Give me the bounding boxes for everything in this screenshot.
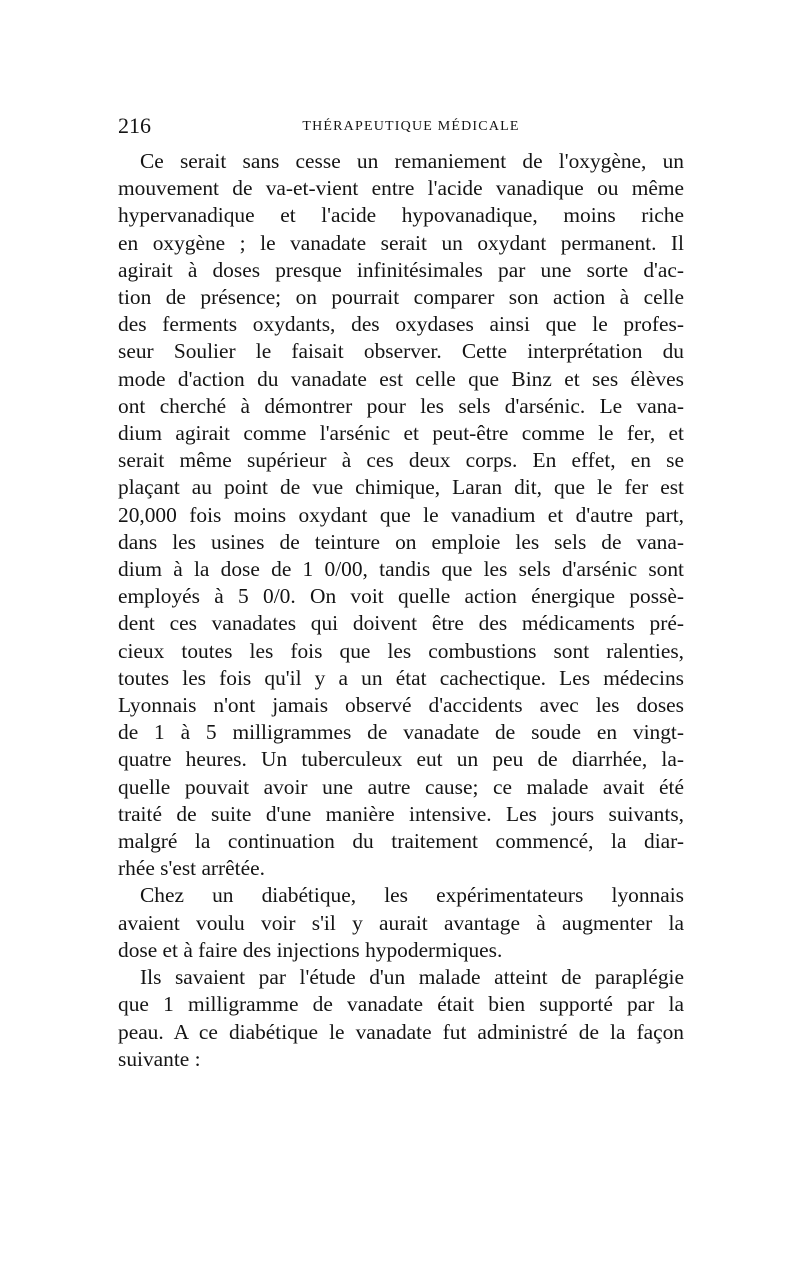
text-line: Ce serait sans cesse un remaniement de l'oxygène, un xyxy=(140,149,684,173)
text-line: de 1 à 5 milligrammes de vanadate de soude en vingt- xyxy=(118,720,684,745)
text-line: dose et à faire des injections hypodermiques. xyxy=(118,937,503,962)
text-line: mode d'action du vanadate est celle que Binz et ses élèves xyxy=(118,366,684,391)
page-header xyxy=(118,112,684,148)
text-line: quatre heures. Un tuberculeux eut un peu de diarrhée, la- xyxy=(118,747,684,772)
text-line: dent ces vanadates qui doivent être des médicaments pré- xyxy=(118,611,684,636)
text-line: toutes les fois qu'il y a un état cachectique. Les médecins xyxy=(118,665,684,690)
text-line: dium agirait comme l'arsénic et peut-être comme le fer, et xyxy=(118,421,684,446)
text-line: hypervanadique et l'acide hypovanadique, moins riche xyxy=(118,203,684,228)
text-line: cieux toutes les fois que les combustions sont ralenties, xyxy=(118,638,684,663)
text-line: que 1 milligramme de vanadate était bien supporté par la xyxy=(118,992,684,1017)
text-line: dium à la dose de 1 0/00, tandis que les sels d'arsénic sont xyxy=(118,557,684,582)
text-line: en oxygène ; le vanadate serait un oxydant permanent. Il xyxy=(118,230,684,255)
text-line: malgré la continuation du traitement commencé, la diar- xyxy=(118,829,684,854)
running-head: THÉRAPEUTIQUE MÉDICALE xyxy=(302,119,520,134)
body-text xyxy=(118,148,684,1073)
paragraph xyxy=(118,882,684,964)
text-line: ont cherché à démontrer pour les sels d'arsénic. Le vana- xyxy=(118,393,684,418)
text-line: agirait à doses presque infinitésimales par une sorte d'ac- xyxy=(118,257,684,282)
text-line: serait même supérieur à ces deux corps. En effet, en se xyxy=(118,448,684,473)
text-line: plaçant au point de vue chimique, Laran dit, que le fer est xyxy=(118,475,684,500)
text-line: Chez un diabétique, les expérimentateurs lyonnais xyxy=(140,883,684,908)
text-line: employés à 5 0/0. On voit quelle action énergique possè- xyxy=(118,584,684,609)
text-line: Lyonnais n'ont jamais observé d'accidents avec les doses xyxy=(118,693,684,718)
text-line: tion de présence; on pourrait comparer son action à celle xyxy=(118,285,684,310)
text-line: suivante : xyxy=(118,1046,201,1071)
book-page xyxy=(118,112,684,1073)
text-line: des ferments oxydants, des oxydases ainsi que le profes- xyxy=(118,312,684,337)
text-line: traité de suite d'une manière intensive. Les jours suivants, xyxy=(118,801,684,826)
paragraph xyxy=(118,964,684,1073)
text-line: 20,000 fois moins oxydant que le vanadium et d'autre part, xyxy=(118,502,684,527)
page-number: 216 xyxy=(118,113,151,138)
text-line: seur Soulier le faisait observer. Cette interprétation du xyxy=(118,339,684,364)
text-line: avaient voulu voir s'il y aurait avantage à augmenter la xyxy=(118,910,684,935)
text-line: rhée s'est arrêtée. xyxy=(118,856,265,881)
text-line: dans les usines de teinture on emploie les sels de vana- xyxy=(118,529,684,554)
text-line: Ils savaient par l'étude d'un malade atteint de paraplégie xyxy=(140,965,684,990)
paragraph xyxy=(118,148,684,882)
text-line: peau. A ce diabétique le vanadate fut administré de la façon xyxy=(118,1019,684,1044)
text-line: quelle pouvait avoir une autre cause; ce malade avait été xyxy=(118,774,684,799)
text-line: mouvement de va-et-vient entre l'acide vanadique ou même xyxy=(118,176,684,201)
